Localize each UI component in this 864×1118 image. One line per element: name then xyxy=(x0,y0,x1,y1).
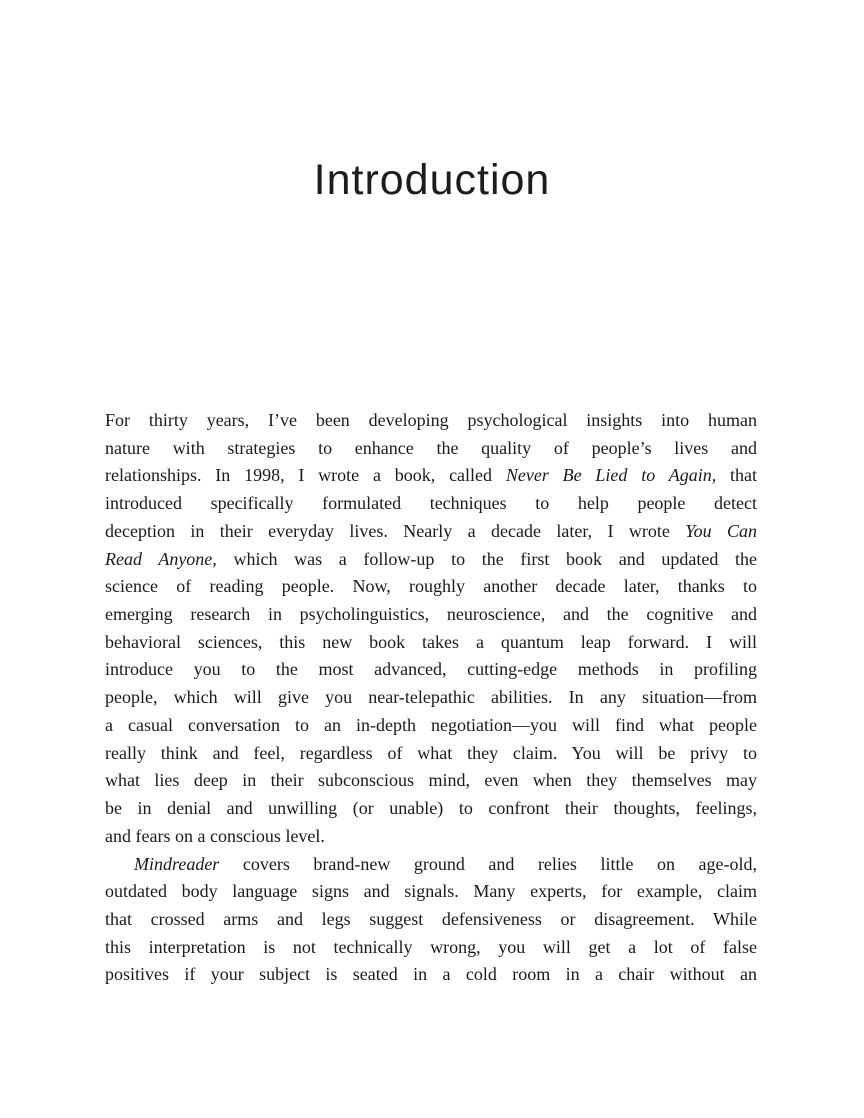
text-line xyxy=(105,518,757,546)
text-line xyxy=(105,795,757,823)
text-line xyxy=(105,767,757,795)
text-line xyxy=(105,656,757,684)
text-segment: which was a follow-up to the first book and updated the xyxy=(216,548,757,569)
italic-text: You Can xyxy=(685,520,757,541)
text-segment: emerging research in psycholinguistics, neuroscience, and the cognitive and xyxy=(105,604,757,625)
text-line xyxy=(105,961,757,989)
text-segment: and fears on a conscious level. xyxy=(105,825,325,846)
paragraph xyxy=(105,407,757,851)
text-line xyxy=(105,934,757,962)
italic-text: Read Anyone, xyxy=(105,548,217,569)
text-line xyxy=(105,462,757,490)
text-line xyxy=(105,712,757,740)
text-segment: introduced specifically formulated techniques to help people detect xyxy=(105,493,757,514)
text-segment: this interpretation is not technically wrong, you will get a lot of false xyxy=(105,936,757,957)
text-line xyxy=(105,878,757,906)
text-segment: people, which will give you near-telepathic abilities. In any situation—from xyxy=(105,687,757,708)
text-segment: covers brand-new ground and relies little on age-old, xyxy=(219,853,757,874)
text-segment: really think and feel, regardless of what they claim. You will be privy to xyxy=(105,742,757,763)
text-segment: be in denial and unwilling (or unable) to confront their thoughts, feelings, xyxy=(105,798,757,819)
chapter-title: Introduction xyxy=(313,156,551,204)
body-text xyxy=(105,407,757,989)
text-line xyxy=(105,684,757,712)
text-segment: what lies deep in their subconscious mind, even when they themselves may xyxy=(105,770,757,791)
text-line xyxy=(105,435,757,463)
text-line xyxy=(105,906,757,934)
text-line xyxy=(105,740,757,768)
text-line xyxy=(105,573,757,601)
text-segment: relationships. In 1998, I wrote a book, called xyxy=(105,465,506,486)
text-line xyxy=(105,407,757,435)
text-segment: For thirty years, I’ve been developing psychological insights into human xyxy=(105,410,757,430)
text-segment: deception in their everyday lives. Nearly a decade later, I wrote xyxy=(105,520,686,541)
text-line xyxy=(105,629,757,657)
text-line xyxy=(105,851,757,879)
paragraph xyxy=(105,851,757,990)
text-segment: that crossed arms and legs suggest defensiveness or disagreement. While xyxy=(105,908,757,929)
text-segment: nature with strategies to enhance the quality of people’s lives and xyxy=(105,437,757,458)
italic-text: Never Be Lied to Again, xyxy=(505,465,717,486)
text-segment: that xyxy=(716,465,757,486)
italic-text: Mindreader xyxy=(134,853,220,874)
text-line xyxy=(105,823,757,851)
text-segment: introduce you to the most advanced, cutting-edge methods in profiling xyxy=(105,659,757,680)
text-segment: behavioral sciences, this new book takes a quantum leap forward. I will xyxy=(105,631,757,652)
text-line xyxy=(105,490,757,518)
text-segment: outdated body language signs and signals. Many experts, for example, claim xyxy=(105,881,757,902)
text-segment: a casual conversation to an in-depth negotiation—you will find what people xyxy=(105,714,757,735)
text-line xyxy=(105,546,757,574)
text-line xyxy=(105,601,757,629)
text-segment: positives if your subject is seated in a cold room in a chair without an xyxy=(105,964,757,985)
text-segment: science of reading people. Now, roughly another decade later, thanks to xyxy=(105,576,757,597)
